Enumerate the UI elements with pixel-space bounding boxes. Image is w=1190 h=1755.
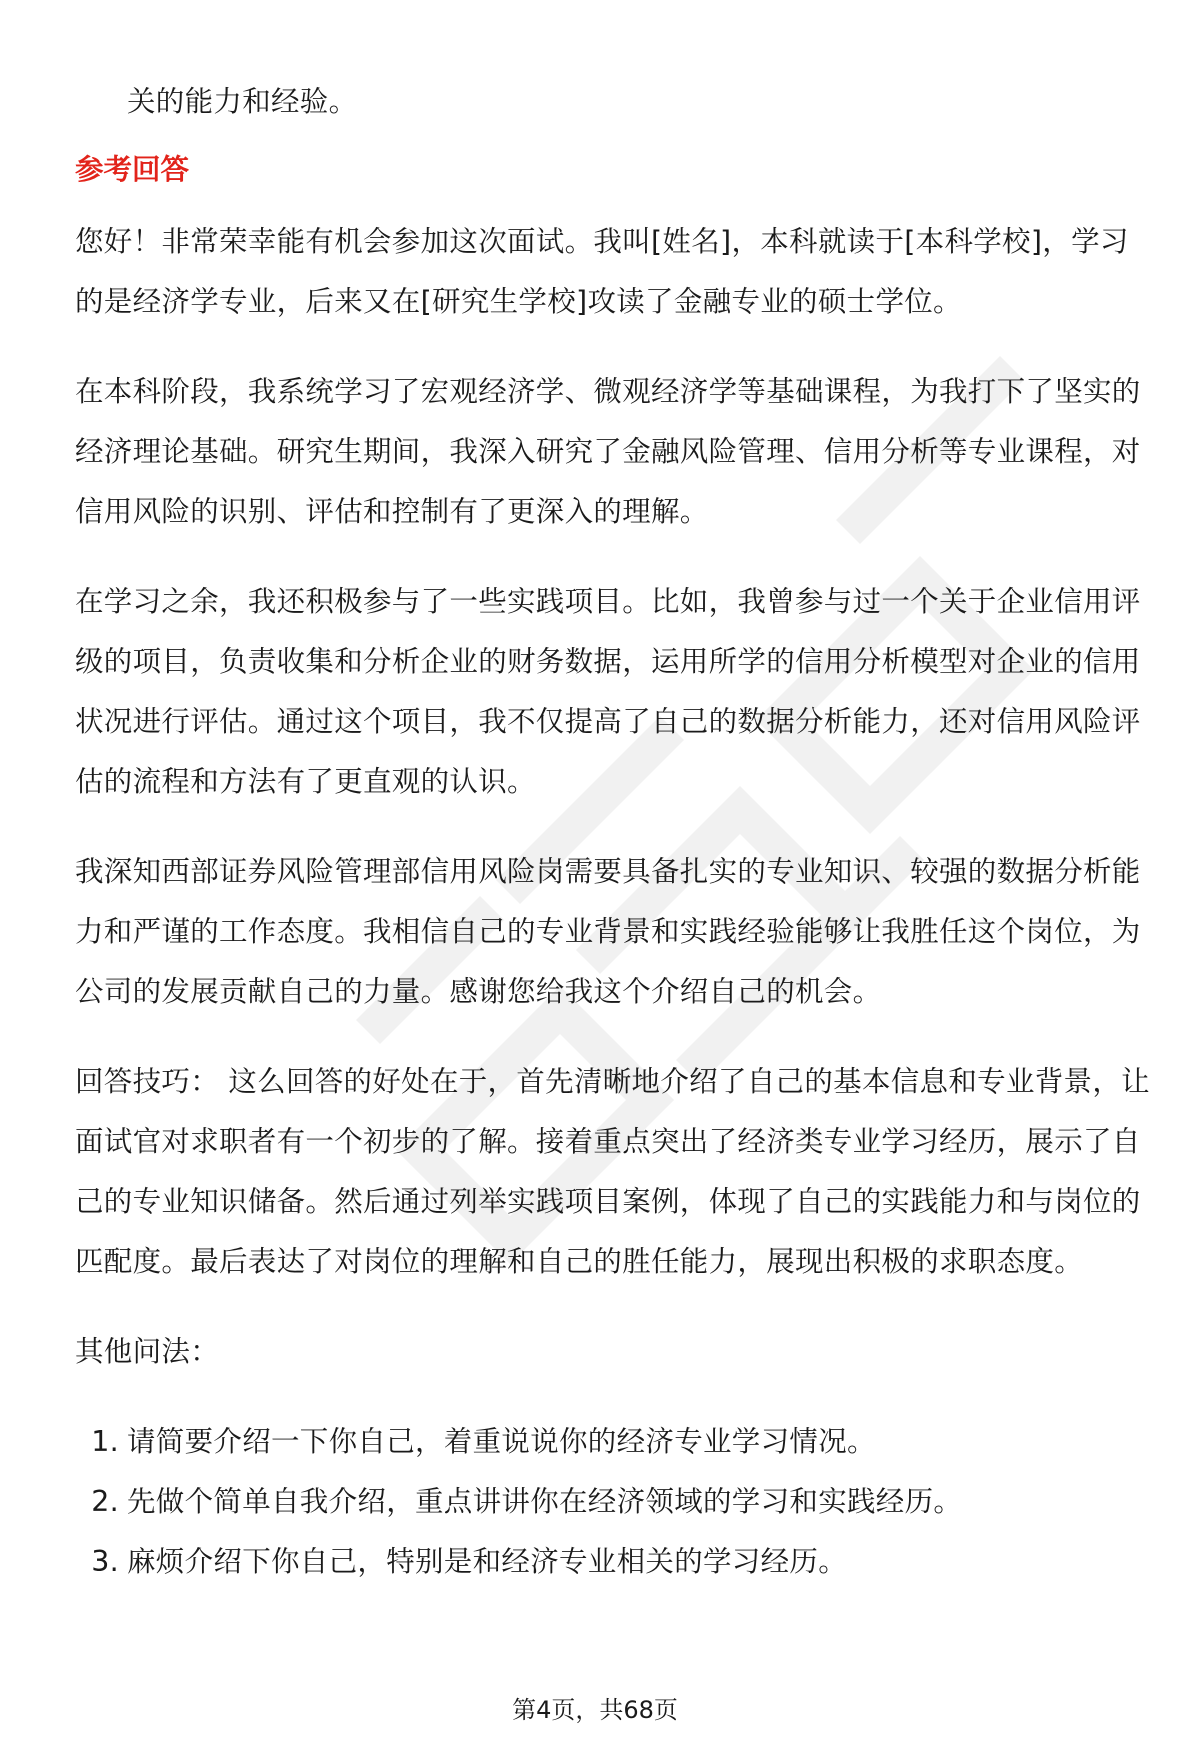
other-questions-label: 其他问法： [75,1335,220,1368]
list-item [75,1412,1155,1472]
other-questions-list [75,1412,1155,1592]
list-item-text: 先做个简单自我介绍，重点讲讲你在经济领域的学习和实践经历。 [127,1485,963,1518]
list-item-number: 2. [91,1485,119,1518]
answer-paragraph-motivation: 我深知西部证券风险管理部信用风险岗需要具备扎实的专业知识、较强的数据分析能力和严谨的工作态度。我相信自己的专业背景和实践经验能够让我胜任这个岗位，为公司的发展贡献自己的力量。感谢您给我这个介绍自己的机会。 [75,855,1141,1008]
answer-tips-paragraph: 回答技巧： 这么回答的好处在于，首先清晰地介绍了自己的基本信息和专业背景，让面试官对求职者有一个初步的了解。接着重点突出了经济类专业学习经历，展示了自己的专业知识储备。然后通过列举实践项目案例，体现了自己的实践能力和与岗位的匹配度。最后表达了对岗位的理解和自己的胜任能力，展现出积极的求职态度。 [75,1065,1150,1278]
answer-paragraph-education: 在本科阶段，我系统学习了宏观经济学、微观经济学等基础课程，为我打下了坚实的经济理论基础。研究生期间，我深入研究了金融风险管理、信用分析等专业课程，对信用风险的识别、评估和控制有了更深入的理解。 [75,375,1141,528]
document-body [75,72,1155,1592]
list-item [75,1532,1155,1592]
answer-heading: 参考回答 [75,153,190,186]
continuation-text: 关的能力和经验。 [127,85,358,118]
page-number-footer: 第4页，共68页 [512,1696,678,1724]
answer-paragraph-intro: 您好！非常荣幸能有机会参加这次面试。我叫[姓名]，本科就读于[本科学校]，学习的是经济学专业，后来又在[研究生学校]攻读了金融专业的硕士学位。 [75,225,1129,318]
list-item-number: 1. [91,1425,119,1458]
list-item-text: 麻烦介绍下你自己，特别是和经济专业相关的学习经历。 [127,1545,848,1578]
answer-paragraph-practice: 在学习之余，我还积极参与了一些实践项目。比如，我曾参与过一个关于企业信用评级的项目，负责收集和分析企业的财务数据，运用所学的信用分析模型对企业的信用状况进行评估。通过这个项目，我不仅提高了自己的数据分析能力，还对信用风险评估的流程和方法有了更直观的认识。 [75,585,1141,798]
list-item-text: 请简要介绍一下你自己，着重说说你的经济专业学习情况。 [127,1425,876,1458]
list-item [75,1472,1155,1532]
list-item-number: 3. [91,1545,119,1578]
